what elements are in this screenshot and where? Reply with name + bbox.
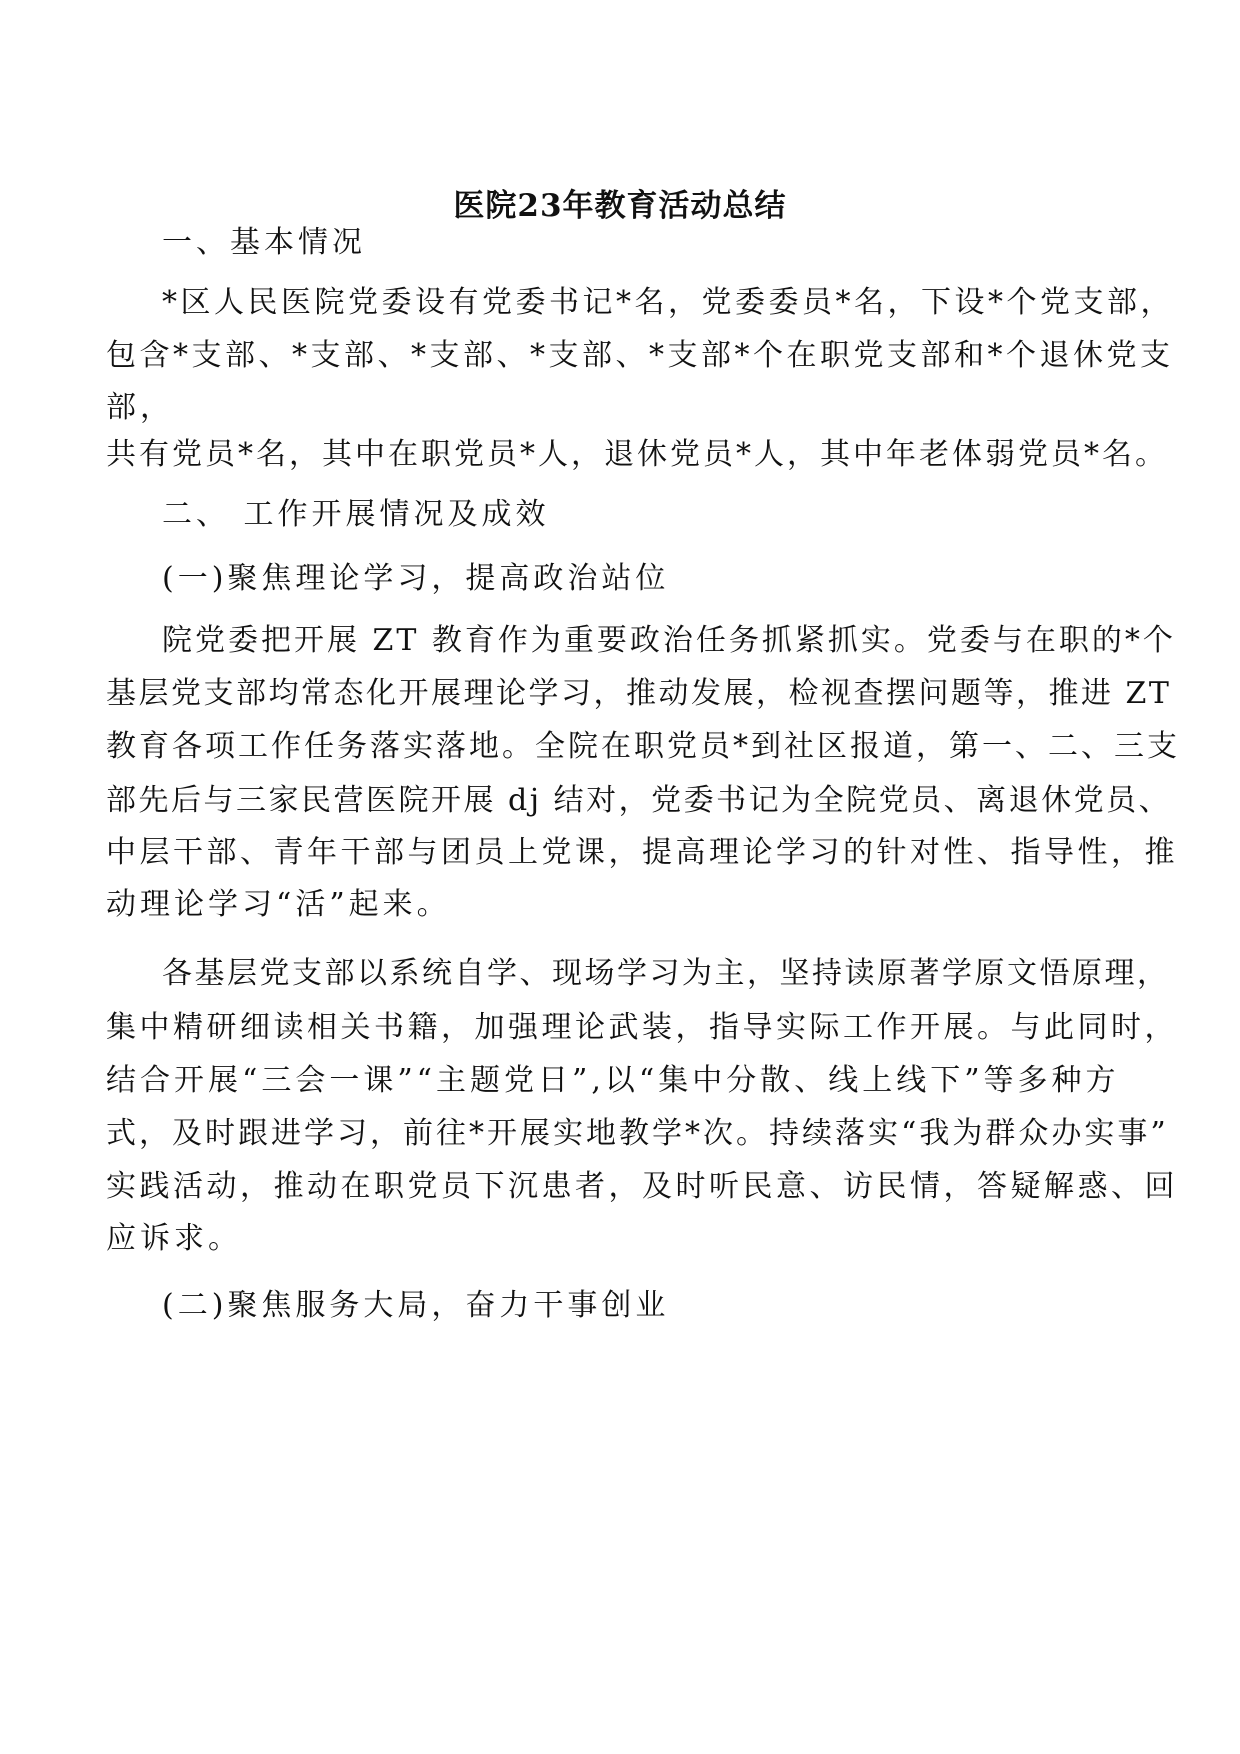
paragraph-line: 部先后与三家民营医院开展 dj 结对，党委书记为全院党员、离退休党员、	[106, 783, 1172, 818]
paragraph-line: 各基层党支部以系统自学、现场学习为主，坚持读原著学原文悟原理，	[162, 956, 1170, 991]
paragraph-line: 动理论学习“活”起来。	[106, 887, 451, 922]
section-heading-basic-situation: 一、基本情况	[162, 225, 366, 260]
paragraph-line: 结合开展“三会一课”“主题党日”,以“集中分散、线上线下”等多种方	[106, 1063, 1120, 1098]
paragraph-line: 实践活动，推动在职党员下沉患者，及时听民意、访民情，答疑解惑、回	[106, 1169, 1178, 1204]
paragraph-line: 部，	[106, 390, 174, 425]
paragraph-line: *区人民医院党委设有党委书记*名，党委委员*名，下设*个党支部，	[162, 285, 1174, 320]
paragraph-line: 集中精研细读相关书籍，加强理论武装，指导实际工作开展。与此同时，	[106, 1010, 1178, 1045]
document-title: 医院23年教育活动总结	[453, 188, 787, 224]
paragraph-line: 院党委把开展 ZT 教育作为重要政治任务抓紧抓实。党委与在职的*个	[162, 623, 1176, 658]
paragraph-line: 式，及时跟进学习，前往*开展实地教学*次。持续落实“我为群众办实事”	[106, 1116, 1169, 1151]
paragraph-line: 包含*支部、*支部、*支部、*支部、*支部*个在职党支部和*个退休党支	[106, 338, 1174, 373]
subsection-heading-theory-study: (一)聚焦理论学习，提高政治站位	[162, 561, 670, 596]
paragraph-line: 基层党支部均常态化开展理论学习，推动发展，检视查摆问题等，推进 ZT	[106, 676, 1172, 711]
subsection-heading-serve-overall: (二)聚焦服务大局，奋力干事创业	[162, 1288, 670, 1323]
section-heading-work-progress: 二、 工作开展情况及成效	[162, 497, 550, 532]
paragraph-line: 中层干部、青年干部与团员上党课，提高理论学习的针对性、指导性，推	[106, 835, 1178, 870]
paragraph-line: 教育各项工作任务落实落地。全院在职党员*到社区报道，第一、二、三支	[106, 729, 1180, 764]
paragraph-line: 应诉求。	[106, 1221, 242, 1256]
paragraph-line: 共有党员*名，其中在职党员*人，退休党员*人，其中年老体弱党员*名。	[106, 437, 1168, 472]
